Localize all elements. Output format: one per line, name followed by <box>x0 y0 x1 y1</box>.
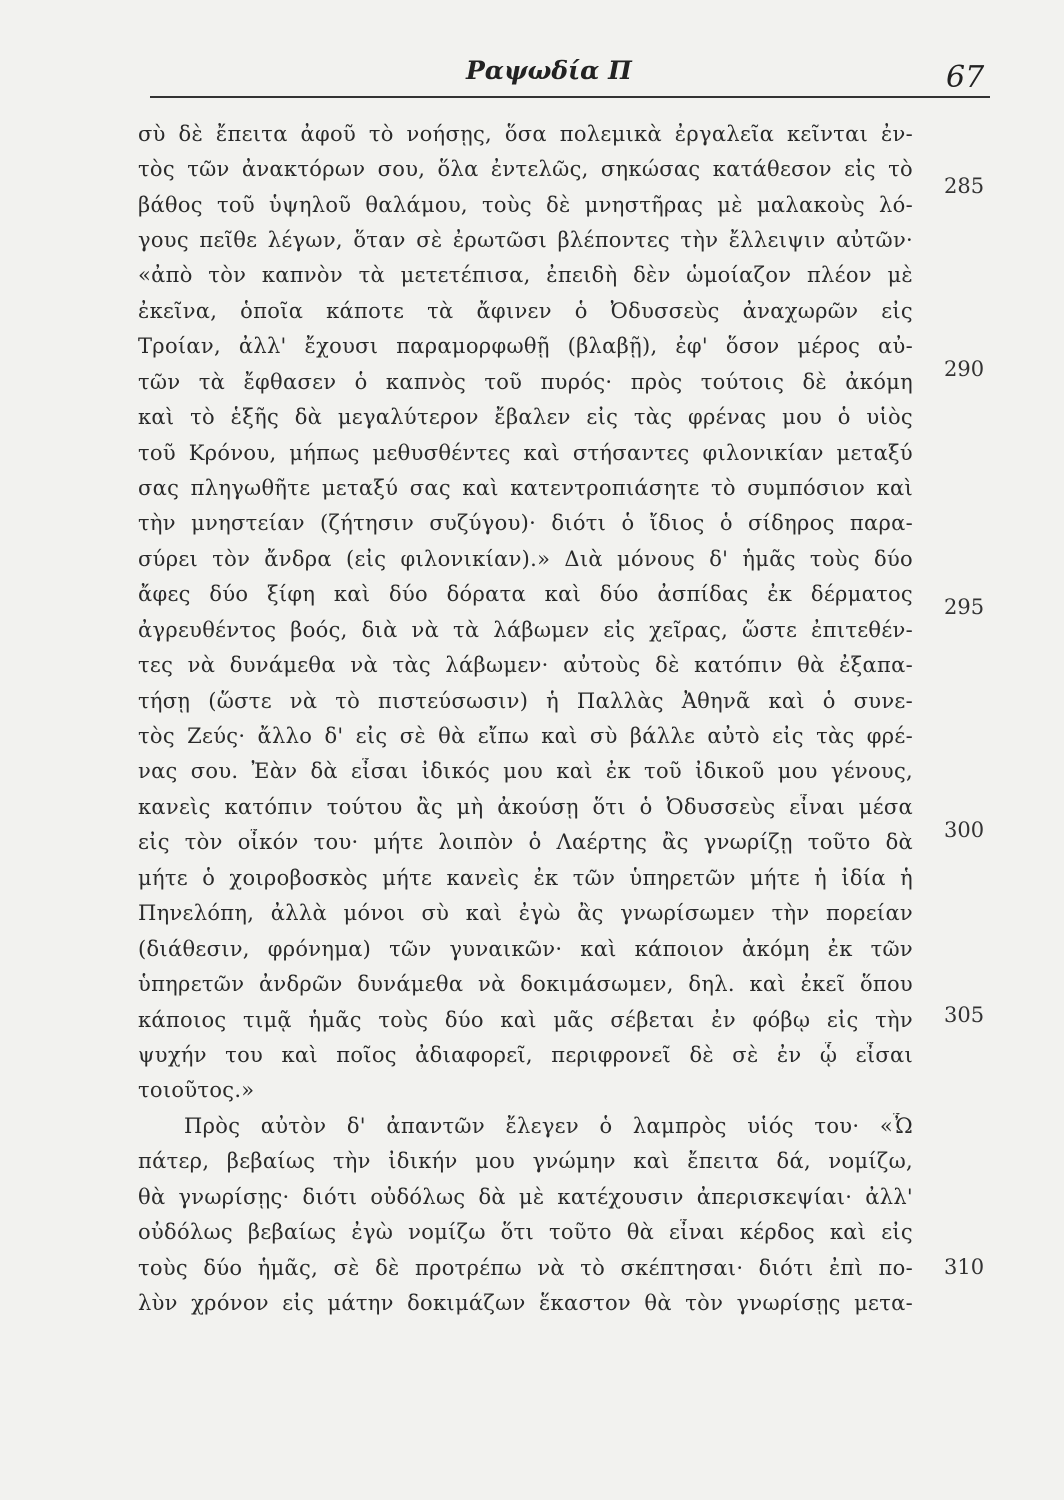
text-line: τες νὰ δυνάμεθα νὰ τὰς λάβωμεν· αὐτοὺς δὲ κατόπιν θὰ ἐξαπα- <box>138 653 913 677</box>
text-line: λὺν χρόνον εἰς μάτην δοκιμάζων ἕκαστον θὰ τὸν γνωρίσῃς μετα- <box>138 1291 913 1315</box>
text-line: εἰς τὸν οἶκόν του· μήτε λοιπὸν ὁ Λαέρτης ἂς γνωρίζῃ τοῦτο δὰ <box>138 830 913 854</box>
text-line: κάποιος τιμᾷ ἡμᾶς τοὺς δύο καὶ μᾶς σέβεται ἐν φόβῳ εἰς τὴν <box>138 1008 913 1032</box>
text-line: τὸς Ζεύς· ἄλλο δ' εἰς σὲ θὰ εἴπω καὶ σὺ βάλλε αὐτὸ εἰς τὰς φρέ- <box>138 724 913 748</box>
text-line: τὸς τῶν ἀνακτόρων σου, ὅλα ἐντελῶς, σηκώσας κατάθεσον εἰς τὸ <box>138 157 913 181</box>
text-line: Πηνελόπη, ἀλλὰ μόνοι σὺ καὶ ἐγὼ ἂς γνωρίσωμεν τὴν πορείαν <box>138 901 913 925</box>
text-line: γους πεῖθε λέγων, ὅταν σὲ ἐρωτῶσι βλέποντες τὴν ἔλλειψιν αὐτῶν· <box>138 228 913 252</box>
text-line: τὴν μνηστείαν (ζήτησιν συζύγου)· διότι ὁ ἴδιος ὁ σίδηρος παρα- <box>138 511 913 535</box>
verse-line-number: 285 <box>944 174 985 198</box>
text-line: «ἀπὸ τὸν καπνὸν τὰ μετετέπισα, ἐπειδὴ δὲν ὡμοίαζον πλέον μὲ <box>138 263 913 287</box>
text-line: ἄφες δύο ξίφη καὶ δύο δόρατα καὶ δύο ἀσπίδας ἐκ δέρματος <box>138 582 913 606</box>
text-line: τοὺς δύο ἡμᾶς, σὲ δὲ προτρέπω νὰ τὸ σκέπτησαι· διότι ἐπὶ πο- <box>138 1256 913 1280</box>
text-line: κανεὶς κατόπιν τούτου ἂς μὴ ἀκούσῃ ὅτι ὁ Ὀδυσσεὺς εἶναι μέσα <box>138 795 913 819</box>
text-line: οὐδόλως βεβαίως ἐγὼ νομίζω ὅτι τοῦτο θὰ εἶναι κέρδος καὶ εἰς <box>138 1220 913 1244</box>
text-line: σας πληγωθῆτε μεταξύ σας καὶ κατεντροπιάσητε τὸ συμπόσιον καὶ <box>138 476 913 500</box>
header-rule <box>150 96 990 98</box>
text-line: νας σου. Ἐὰν δὰ εἶσαι ἰδικός μου καὶ ἐκ τοῦ ἰδικοῦ μου γένους, <box>138 759 913 783</box>
text-line: τοῦ Κρόνου, μήπως μεθυσθέντες καὶ στήσαντες φιλονικίαν μεταξύ <box>138 441 913 465</box>
text-line: καὶ τὸ ἑξῆς δὰ μεγαλύτερον ἔβαλεν εἰς τὰς φρένας μου ὁ υἱὸς <box>138 405 913 429</box>
text-line: πάτερ, βεβαίως τὴν ἰδικήν μου γνώμην καὶ ἔπειτα δά, νομίζω, <box>138 1149 913 1173</box>
text-line: (διάθεσιν, φρόνημα) τῶν γυναικῶν· καὶ κάποιον ἀκόμη ἐκ τῶν <box>138 937 913 961</box>
text-line: Πρὸς αὐτὸν δ' ἀπαντῶν ἔλεγεν ὁ λαμπρὸς υἱός του· «Ὦ <box>184 1114 913 1138</box>
text-line: σύρει τὸν ἄνδρα (εἰς φιλονικίαν).» Διὰ μόνους δ' ἡμᾶς τοὺς δύο <box>138 547 913 571</box>
text-line: τοιοῦτος.» <box>138 1078 255 1102</box>
verse-line-number: 290 <box>944 357 985 381</box>
verse-line-number: 300 <box>944 818 985 842</box>
verse-line-number: 310 <box>944 1255 985 1279</box>
text-line: σὺ δὲ ἔπειτα ἀφοῦ τὸ νοήσῃς, ὅσα πολεμικὰ ἐργαλεῖα κεῖνται ἐν- <box>138 122 913 146</box>
text-line: ὑπηρετῶν ἀνδρῶν δυνάμεθα νὰ δοκιμάσωμεν, δηλ. καὶ ἐκεῖ ὅπου <box>138 972 913 996</box>
text-line: ψυχήν του καὶ ποῖος ἀδιαφορεῖ, περιφρονεῖ δὲ σὲ ἐν ᾧ εἶσαι <box>138 1043 913 1067</box>
text-line: ἀγρευθέντος βοός, διὰ νὰ τὰ λάβωμεν εἰς χεῖρας, ὥστε ἐπιτεθέν- <box>138 618 913 642</box>
text-line: Τροίαν, ἀλλ' ἔχουσι παραμορφωθῇ (βλαβῇ), ἐφ' ὅσον μέρος αὐ- <box>138 334 913 358</box>
verse-line-number: 305 <box>944 1003 985 1027</box>
verse-line-number: 295 <box>944 595 985 619</box>
page-number: 67 <box>946 60 985 95</box>
text-line: τήσῃ (ὥστε νὰ τὸ πιστεύσωσιν) ἡ Παλλὰς Ἀθηνᾶ καὶ ὁ συνε- <box>138 689 913 713</box>
running-header-title: Ραψωδία Π <box>466 56 632 85</box>
text-line: μήτε ὁ χοιροβοσκὸς μήτε κανεὶς ἐκ τῶν ὑπηρετῶν μήτε ἡ ἰδία ἡ <box>138 866 913 890</box>
text-line: βάθος τοῦ ὑψηλοῦ θαλάμου, τοὺς δὲ μνηστῆρας μὲ μαλακοὺς λό- <box>138 193 913 217</box>
text-line: τῶν τὰ ἔφθασεν ὁ καπνὸς τοῦ πυρός· πρὸς τούτοις δὲ ἀκόμη <box>138 370 913 394</box>
text-line: θὰ γνωρίσῃς· διότι οὐδόλως δὰ μὲ κατέχουσιν ἀπερισκεψίαι· ἀλλ' <box>138 1185 913 1209</box>
text-line: ἐκεῖνα, ὁποῖα κάποτε τὰ ἄφινεν ὁ Ὀδυσσεὺς ἀναχωρῶν εἰς <box>138 299 913 323</box>
